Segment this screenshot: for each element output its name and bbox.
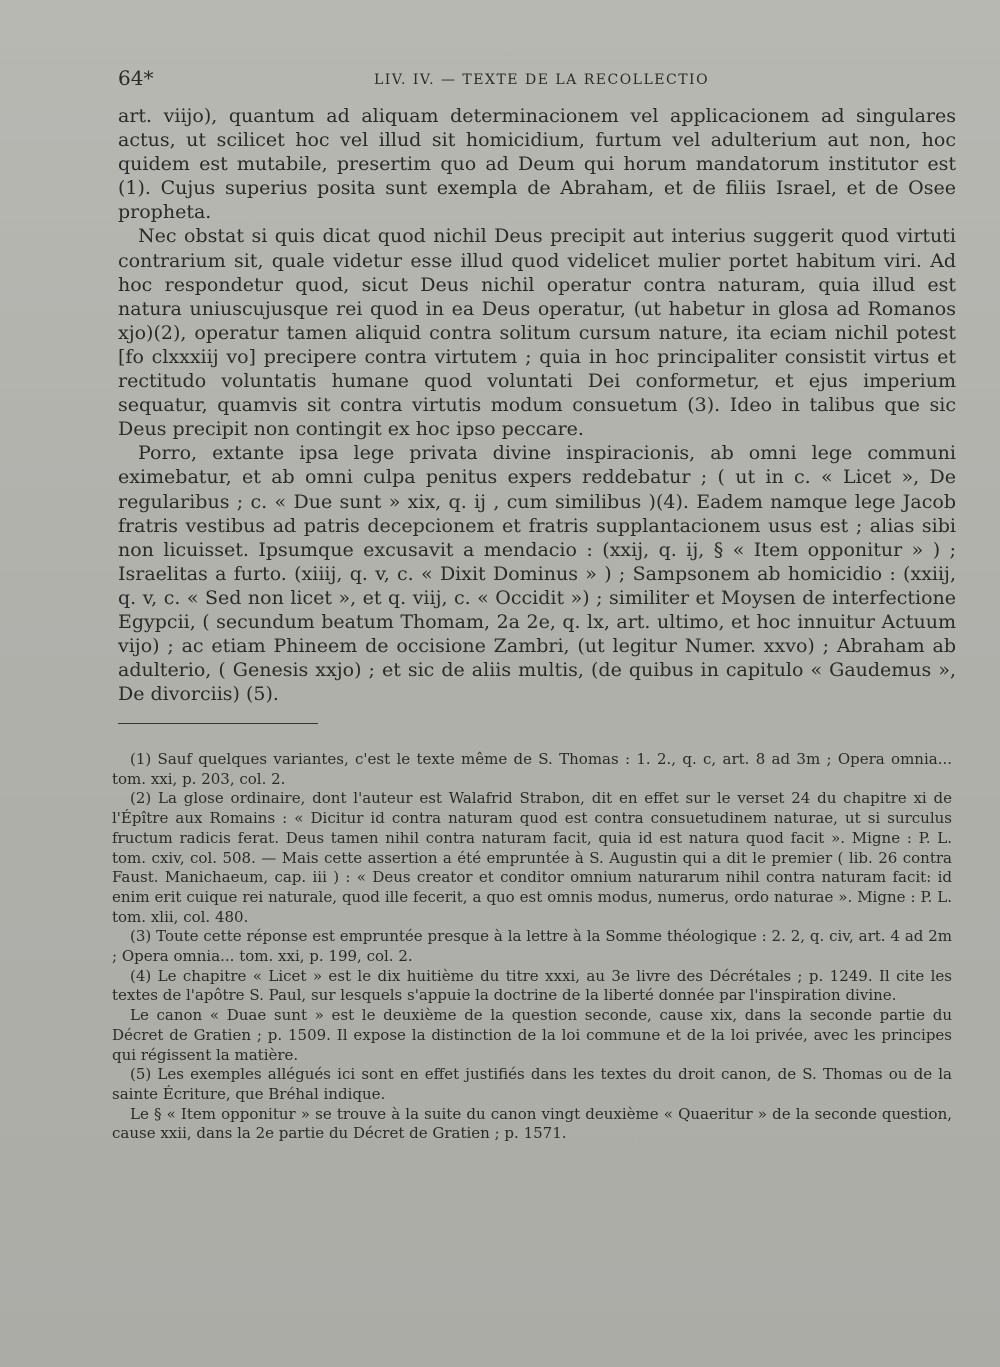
footnote-divider: [118, 723, 318, 724]
main-paragraph: Porro, extante ipsa lege privata divine inspiracionis, ab omni lege communi eximebatur, et ab omni culpa penitus expers reddebatur ; ( ut in c. « Licet », De regularibus ; c. « Due sunt » xix, q. ij , cum similibus )(4). Eadem namque lege Jacob fratris vestibus ad patris decepcionem et fratris supplantacionem usus est ; alias sibi non licuisset. Ipsumque excusavit a mendacio : (xxij, q. ij, § « Item opponitur » ) ; Israelitas a furto. (xiiij, q. v, c. « Dixit Dominus » ) ; Sampsonem ab homicidio : (xxiij, q. v, c. « Sed non licet », et q. viij, c. « Occidit ») ; similiter et Moysen de interfectione Egypcii, ( secundum beatum Thomam, 2a 2e, q. lx, art. ultimo, et hoc innuitur Actuum vijo) ; ac etiam Phineem de occisione Zambri, (ut legitur Numer. xxvo) ; Abraham ab adulterio, ( Genesis xxjo) ; et sic de aliis multis, (de quibus in capitulo « Gaudemus », De divorciis) (5).: [118, 442, 956, 706]
main-paragraph: Nec obstat si quis dicat quod nichil Deus precipit aut interius suggerit quod virtuti contrarium sit, quale videtur esse illud quod videlicet mulier portet habitum viri. Ad hoc respondetur quod, sicut Deus nichil operatur contra naturam, quia illud est natura uniuscujusque rei quod in ea Deus operatur, (ut habetur in glosa ad Romanos xjo)(2), operatur tamen aliquid contra solitum cursum nature, ita eciam nichil potest [fo clxxxiij vo] precipere contra virtutem ; quia in hoc principaliter consistit virtus et rectitudo voluntatis humane quod voluntati Dei conformetur, et ejus imperium sequatur, quamvis sit contra virtutis modum consuetum (3). Ideo in talibus que sic Deus precipit non contingit ex hoc ipso peccare.: [118, 225, 956, 441]
main-paragraph: art. viijo), quantum ad aliquam determinacionem vel applicacionem ad singulares actus, ut scilicet hoc vel illud sit homicidium, furtum vel adulterium aut non, hoc quidem est mutabile, presertim quo ad Deum qui horum mandatorum institutor est (1). Cujus superius posita sunt exempla de Abraham, et de filiis Israel, et de Osee propheta.: [118, 105, 956, 224]
footnotes: [112, 750, 952, 1144]
footnote: Le § « Item opponitur » se trouve à la suite du canon vingt deuxième « Quaeritur » de la seconde question, cause xxii, dans la 2e partie du Décret de Gratien ; p. 1571.: [112, 1104, 952, 1143]
footnote: Le canon « Duae sunt » est le deuxième de la question seconde, cause xix, dans la seconde partie du Décret de Gratien ; p. 1509. Il expose la distinction de la loi commune et de la loi privée, avec les principes qui régissent la matière.: [112, 1006, 952, 1064]
page-header: [118, 66, 940, 92]
running-head: LIV. IV. — TEXTE DE LA RECOLLECTIO: [374, 72, 710, 88]
page-number: 64*: [118, 66, 154, 90]
footnote: (2) La glose ordinaire, dont l'auteur est Walafrid Strabon, dit en effet sur le verset 24 du chapitre xi de l'Épître aux Romains : « Dicitur id contra naturam quod est contra consuetudinem naturae, ut si surculus fructum radicis ferat. Deus tamen nihil contra naturam facit, quia id est natura quod facit ». Migne : P. L. tom. cxiv, col. 508. — Mais cette assertion a été empruntée à S. Augustin qui a dit le premier ( lib. 26 contra Faust. Manichaeum, cap. iii ) : « Deus creator et conditor omnium naturarum nihil contra naturam facit: id enim erit cuique rei naturale, quod ille fecerit, a quo est omnis modus, numerus, ordo naturae ». Migne : P. L. tom. xlii, col. 480.: [112, 789, 952, 926]
footnote: (5) Les exemples allégués ici sont en effet justifiés dans les textes du droit canon, de S. Thomas ou de la sainte Écriture, que Bréhal indique.: [112, 1065, 952, 1103]
footnote: (3) Toute cette réponse est empruntée presque à la lettre à la Somme théologique : 2. 2, q. civ, art. 4 ad 2m ; Opera omnia... tom. xxi, p. 199, col. 2.: [112, 927, 952, 966]
main-text: [118, 104, 956, 706]
footnote: (1) Sauf quelques variantes, c'est le texte même de S. Thomas : 1. 2., q. c, art. 8 ad 3m ; Opera omnia... tom. xxi, p. 203, col. 2.: [112, 750, 952, 788]
footnote: (4) Le chapitre « Licet » est le dix huitième du titre xxxi, au 3e livre des Décrétales ; p. 1249. Il cite les textes de l'apôtre S. Paul, sur lesquels s'appuie la doctrine de la liberté donnée par l'inspiration divine.: [112, 966, 952, 1005]
